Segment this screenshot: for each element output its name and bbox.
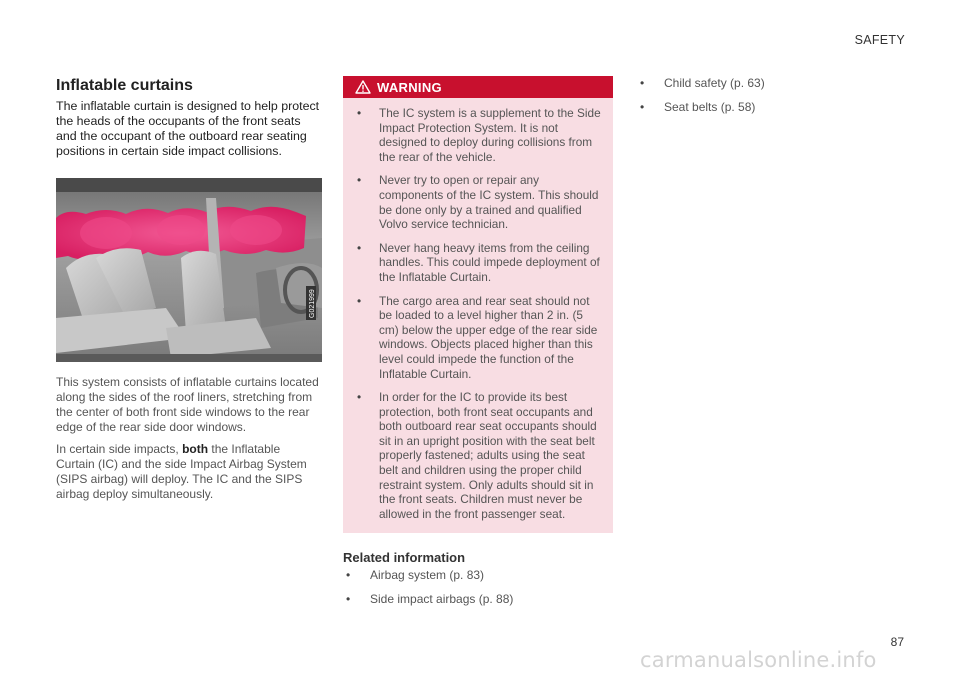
warning-item: • The IC system is a supplement to the Side Impact Protection System. It is not designed to deploy during collisions from the rear of the vehicle.	[351, 106, 603, 164]
inflatable-curtain-illustration	[56, 178, 322, 362]
deployment-paragraph	[56, 442, 322, 502]
warning-label: WARNING	[377, 79, 442, 95]
related-link-child-safety[interactable]: • Child safety (p. 63)	[637, 76, 897, 91]
warning-item: • Never try to open or repair any components of the IC system. This should be done only by a trained and qualified Volvo service technician.	[351, 173, 603, 231]
watermark[interactable]: carmanualsonline.info	[640, 648, 877, 672]
related-links-list	[343, 568, 613, 607]
figure-code: G021999	[309, 289, 316, 318]
deployment-text-end: the Inflatable Curtain (IC) and the side Impact Airbag System (SIPS airbag) will deploy. The IC and the SIPS airbag deploy simultaneously.	[56, 442, 307, 501]
left-column	[56, 76, 322, 502]
warning-list	[343, 98, 613, 521]
related-link-airbag-system[interactable]: • Airbag system (p. 83)	[343, 568, 613, 583]
related-links-list-continued	[637, 76, 897, 115]
page-title: Inflatable curtains	[56, 77, 193, 94]
related-information-heading: Related information	[343, 550, 466, 566]
warning-item: • In order for the IC to provide its best protection, both front seat occupants and both outboard rear seat occupants should sit in an upright position with the seat belt properly fastened; adults using the seat belt and children using the proper child restraint system. Only adults should sit in the front seats. Children must never be allowed in the front passenger seat.	[351, 390, 603, 521]
page-number: 87	[890, 635, 904, 649]
car-interior-drawing	[56, 178, 322, 362]
related-link-side-impact-airbags[interactable]: • Side impact airbags (p. 88)	[343, 592, 613, 607]
warning-box	[343, 76, 613, 533]
section-header: SAFETY	[854, 33, 905, 47]
description-paragraph: This system consists of inflatable curtains located along the sides of the roof liners, stretching from the center of both front side windows to the rear edge of the rear side door windows.	[56, 375, 319, 434]
warning-item: • Never hang heavy items from the ceiling handles. This could impede deployment of the Inflatable Curtain.	[351, 241, 603, 285]
right-column	[637, 76, 897, 124]
warning-header	[343, 76, 613, 98]
emphasis-both: both	[182, 442, 209, 456]
warning-triangle-icon	[355, 80, 371, 94]
warning-item: • The cargo area and rear seat should not be loaded to a level higher than 2 in. (5 cm) below the upper edge of the rear side windows. Objects placed higher than this level could impede the function of the Inflatable Curtain.	[351, 294, 603, 382]
related-link-seat-belts[interactable]: • Seat belts (p. 58)	[637, 100, 897, 115]
intro-text: The inflatable curtain is designed to help protect the heads of the occupants of the front seats and the occupant of the outboard rear seating positions in certain side impact collisions.	[56, 99, 320, 158]
deployment-text-start: In certain side impacts,	[56, 442, 183, 456]
middle-column	[343, 76, 613, 616]
